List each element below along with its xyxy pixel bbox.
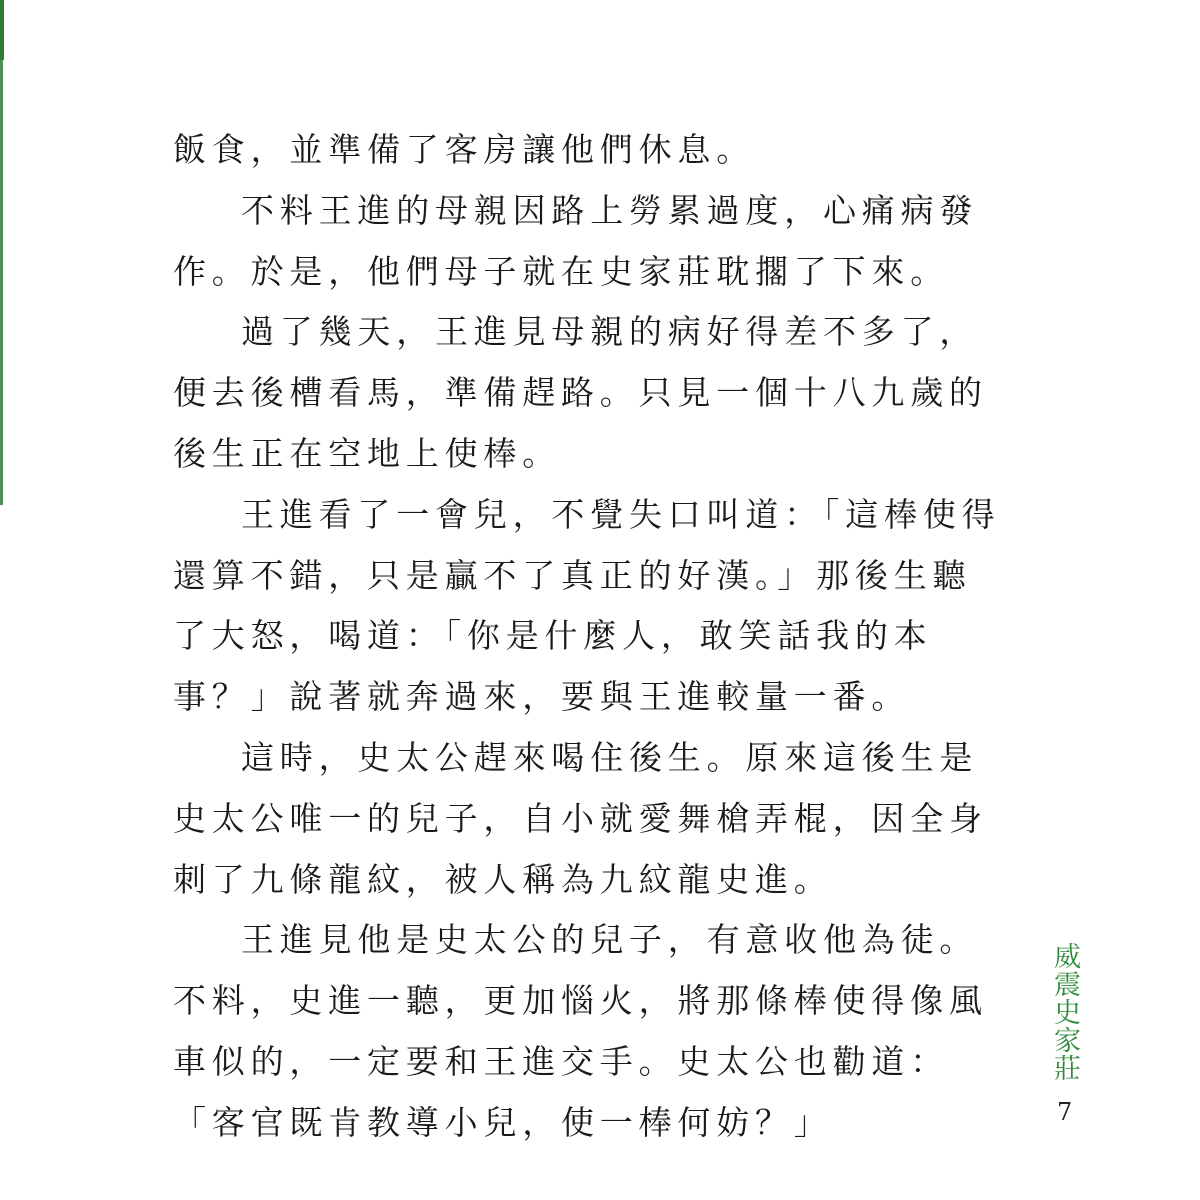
- paragraph-5: 這時，史太公趕來喝住後生。原來這後生是史太公唯一的兒子，自小就愛舞槍弄棍，因全身刺了九條龍紋，被人稱為九紋龍史進。: [173, 737, 988, 899]
- page-edge-bar: [0, 0, 4, 60]
- paragraph-6: 王進見他是史太公的兒子，有意收他為徒。不料，史進一聽，更加惱火，將那條棒使得像風車似的，一定要和王進交手。史太公也勸道：「客官既肯教導小兒，使一棒何妨？」: [173, 920, 988, 1142]
- page-edge-bar-lower: [0, 60, 3, 505]
- body-text: [173, 120, 1003, 1154]
- page-number: 7: [1057, 1098, 1073, 1126]
- paragraph-2: 不料王進的母親因路上勞累過度，心痛病發作。於是，他們母子就在史家莊耽擱了下來。: [173, 190, 979, 291]
- paragraph-4: 王進看了一會兒，不覺失口叫道：「這棒使得還算不錯，只是贏不了真正的好漢。」那後生聽了大怒，喝道：「你是什麼人，敢笑話我的本事？」說著就奔過來，要與王進較量一番。: [173, 494, 1001, 717]
- paragraph-3: 過了幾天，王進見母親的病好得差不多了，便去後槽看馬，準備趕路。只見一個十八九歲的後生正在空地上使棒。: [173, 312, 988, 473]
- running-title: 威震史家莊: [1049, 942, 1080, 1082]
- paragraph-1: 飯食，並準備了客房讓他們休息。: [173, 130, 755, 169]
